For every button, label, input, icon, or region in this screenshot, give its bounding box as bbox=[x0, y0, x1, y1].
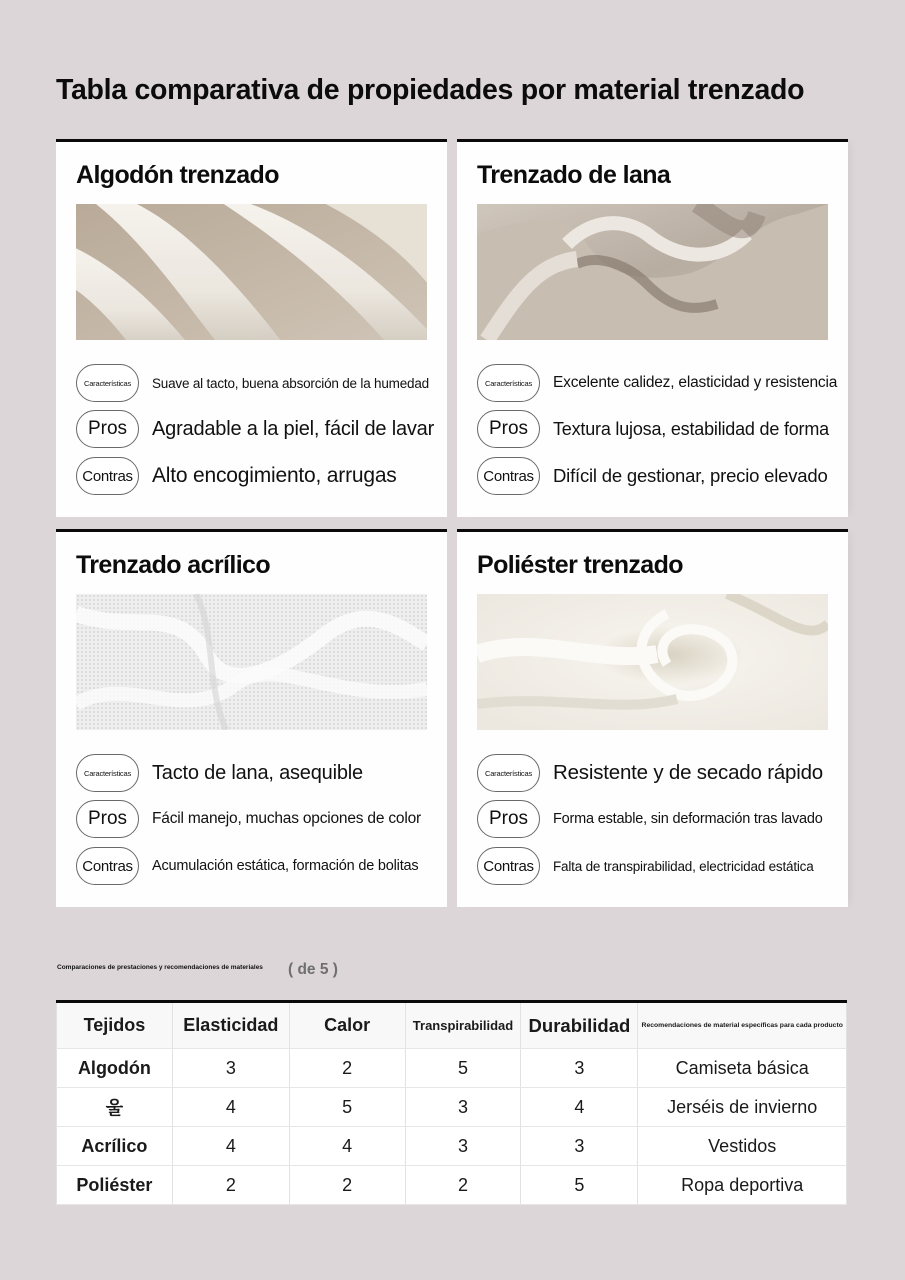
pros-row bbox=[477, 800, 823, 838]
features-row bbox=[76, 364, 429, 402]
polyester-fabric-image bbox=[477, 594, 828, 730]
cons-badge: Contras bbox=[76, 847, 139, 885]
cons-badge: Contras bbox=[76, 457, 139, 495]
cons-row bbox=[477, 457, 828, 495]
table-row bbox=[57, 1049, 847, 1088]
cons-text: Difícil de gestionar, precio elevado bbox=[553, 465, 828, 486]
header-breathability: Transpirabilidad bbox=[405, 1002, 521, 1049]
header-elasticity: Elasticidad bbox=[172, 1002, 289, 1049]
elasticity-value: 3 bbox=[172, 1049, 289, 1088]
cons-row bbox=[477, 847, 814, 885]
card-title: Algodón trenzado bbox=[76, 161, 279, 189]
recommendation: Ropa deportiva bbox=[638, 1166, 847, 1205]
card-title: Trenzado de lana bbox=[477, 161, 671, 189]
table-row bbox=[57, 1088, 847, 1127]
pros-text: Forma estable, sin deformación tras lavado bbox=[553, 811, 823, 827]
pros-text: Agradable a la piel, fácil de lavar bbox=[152, 417, 435, 440]
material-card-acrylic bbox=[56, 529, 447, 907]
comparison-table bbox=[56, 1000, 847, 1205]
breathability-value: 5 bbox=[405, 1049, 521, 1088]
cons-text: Alto encogimiento, arrugas bbox=[152, 464, 397, 487]
features-badge: Características bbox=[477, 754, 540, 792]
table-caption: Comparaciones de prestaciones y recomendaciones de materiales bbox=[57, 964, 263, 971]
cons-badge: Contras bbox=[477, 847, 540, 885]
pros-badge: Pros bbox=[477, 800, 540, 838]
pros-badge: Pros bbox=[76, 410, 139, 448]
features-badge: Características bbox=[76, 754, 139, 792]
features-text: Resistente y de secado rápido bbox=[553, 761, 823, 784]
table-row bbox=[57, 1127, 847, 1166]
wool-knit-image bbox=[477, 204, 828, 340]
material-card-wool bbox=[457, 139, 848, 517]
cons-badge: Contras bbox=[477, 457, 540, 495]
warmth-value: 4 bbox=[289, 1127, 405, 1166]
elasticity-value: 4 bbox=[172, 1127, 289, 1166]
pros-text: Fácil manejo, muchas opciones de color bbox=[152, 810, 421, 827]
recommendation: Jerséis de invierno bbox=[638, 1088, 847, 1127]
features-text: Suave al tacto, buena absorción de la humedad bbox=[152, 375, 429, 391]
features-badge: Características bbox=[76, 364, 139, 402]
rating-scale: ( de 5 ) bbox=[288, 961, 338, 978]
page-title: Tabla comparativa de propiedades por material trenzado bbox=[56, 74, 805, 106]
header-durability: Durabilidad bbox=[521, 1002, 638, 1049]
fabric-name: Poliéster bbox=[57, 1166, 173, 1205]
header-fabrics: Tejidos bbox=[57, 1002, 173, 1049]
fabric-name: Acrílico bbox=[57, 1127, 173, 1166]
card-title: Trenzado acrílico bbox=[76, 551, 271, 579]
material-card-polyester bbox=[457, 529, 848, 907]
features-text: Tacto de lana, asequible bbox=[152, 761, 363, 784]
durability-value: 3 bbox=[521, 1127, 638, 1166]
cons-text: Falta de transpirabilidad, electricidad estática bbox=[553, 858, 814, 874]
features-badge: Características bbox=[477, 364, 540, 402]
pros-text: Textura lujosa, estabilidad de forma bbox=[553, 418, 829, 439]
recommendation: Vestidos bbox=[638, 1127, 847, 1166]
pros-badge: Pros bbox=[76, 800, 139, 838]
features-row bbox=[477, 364, 837, 402]
durability-value: 5 bbox=[521, 1166, 638, 1205]
pros-badge: Pros bbox=[477, 410, 540, 448]
elasticity-value: 4 bbox=[172, 1088, 289, 1127]
table-header-row bbox=[57, 1002, 847, 1049]
elasticity-value: 2 bbox=[172, 1166, 289, 1205]
recommendation: Camiseta básica bbox=[638, 1049, 847, 1088]
cons-row bbox=[76, 847, 418, 885]
breathability-value: 3 bbox=[405, 1127, 521, 1166]
durability-value: 3 bbox=[521, 1049, 638, 1088]
card-title: Poliéster trenzado bbox=[477, 551, 683, 579]
table-row bbox=[57, 1166, 847, 1205]
cons-row bbox=[76, 457, 397, 495]
features-row bbox=[76, 754, 363, 792]
material-card-cotton bbox=[56, 139, 447, 517]
pros-row bbox=[76, 410, 434, 448]
fabric-name: 울 bbox=[57, 1088, 173, 1127]
header-recommendations: Recomendaciones de material específicas para cada producto bbox=[638, 1002, 847, 1049]
acrylic-mesh-image bbox=[76, 594, 427, 730]
pros-row bbox=[477, 410, 829, 448]
warmth-value: 2 bbox=[289, 1049, 405, 1088]
warmth-value: 5 bbox=[289, 1088, 405, 1127]
breathability-value: 2 bbox=[405, 1166, 521, 1205]
durability-value: 4 bbox=[521, 1088, 638, 1127]
cons-text: Acumulación estática, formación de bolitas bbox=[152, 858, 419, 874]
pros-row bbox=[76, 800, 421, 838]
header-warmth: Calor bbox=[289, 1002, 405, 1049]
warmth-value: 2 bbox=[289, 1166, 405, 1205]
features-text: Excelente calidez, elasticidad y resistencia bbox=[553, 374, 838, 391]
fabric-name: Algodón bbox=[57, 1049, 173, 1088]
breathability-value: 3 bbox=[405, 1088, 521, 1127]
features-row bbox=[477, 754, 823, 792]
cotton-rope-image bbox=[76, 204, 427, 340]
